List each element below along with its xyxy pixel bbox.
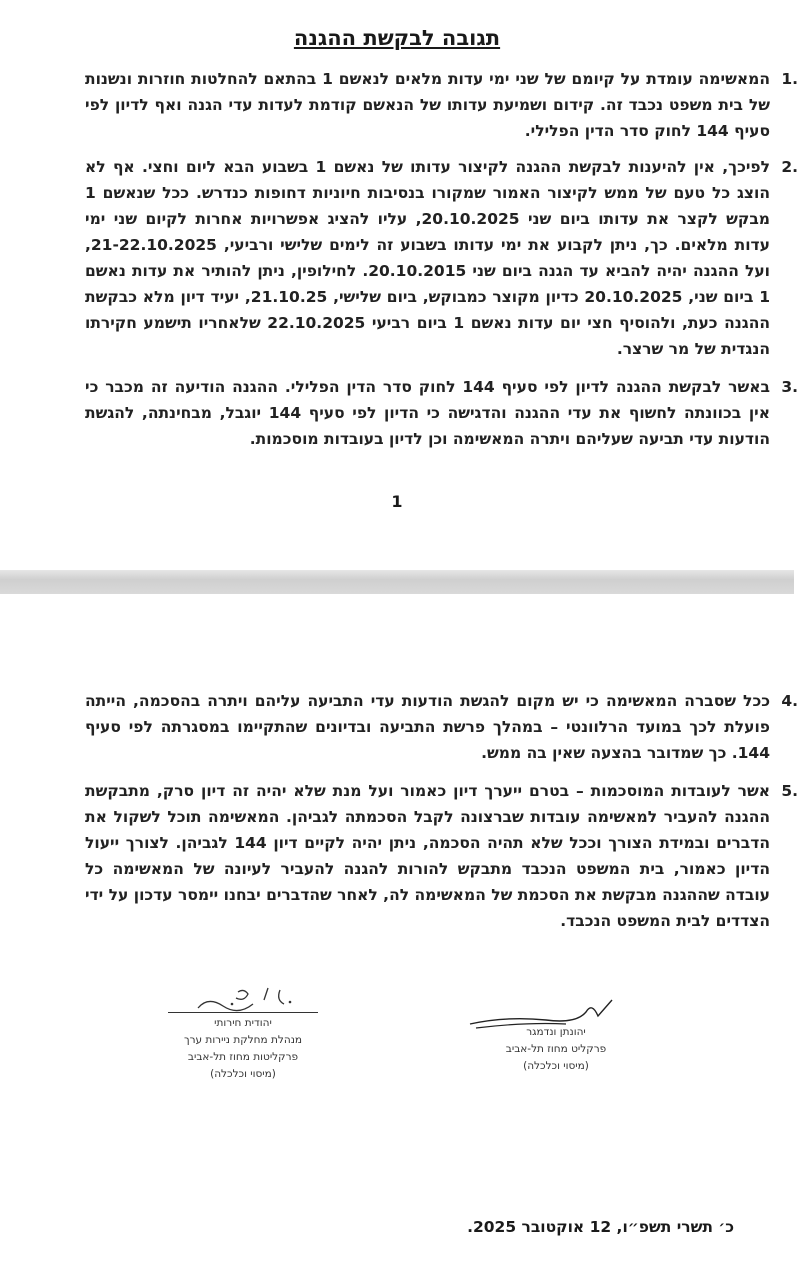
signature-block-right <box>466 1024 646 1075</box>
handwritten-signature-left <box>168 982 318 1012</box>
signer-department: (מיסוי וכלכלה) <box>523 1060 589 1072</box>
paragraph-text: ככל שסברה המאשימה כי יש מקום להגשת הודעות עדי התביעה עליהם ויתרה בהסכמה, הייתה פועלת לכך במועד הרלוונטי – במהלך פרשת התביעה ובדיונים שהתקיימו במסגרתה לפי סעיף 144. כך שמדובר בהצעה שאין בה ממש. <box>85 692 770 762</box>
signature-block-left <box>168 1012 318 1083</box>
paragraph-4 <box>85 688 798 766</box>
signer-role: מנהלת מחלקת ניירות ערך <box>183 1034 303 1046</box>
paragraph-5 <box>85 778 798 934</box>
paragraph-text: באשר לבקשת ההגנה לדיון לפי סעיף 144 לחוק סדר הדין הפלילי. ההגנה הודיעה זה מכבר כי אין בכוונתה לחשוף את עדי ההגנה והדגישה כי הדיון לפי סעיף 144 יוגבל, מבחינתה, להגשת הודעות עדי תביעה שעליהם ויתרה המאשימה וכן לדיון בעובדות מוסכמות. <box>85 378 770 448</box>
signer-name: יהונתן ונדמגר <box>526 1026 586 1038</box>
paragraph-3 <box>85 374 798 452</box>
paragraph-number: 2. <box>781 158 798 176</box>
handwritten-signature-right <box>466 994 646 1034</box>
paragraph-1 <box>85 66 798 144</box>
signer-department: (מיסוי וכלכלה) <box>210 1068 276 1080</box>
paragraph-number: 1. <box>781 70 798 88</box>
document-date: כ׳ תשרי תשפ״ו, 12 אוקטובר 2025. <box>467 1218 734 1236</box>
signer-office: פרקליטות מחוז תל-אביב <box>187 1051 299 1063</box>
document-page-1 <box>0 0 798 570</box>
signer-role: פרקליט מחוז תל-אביב <box>505 1043 607 1055</box>
signature-line <box>168 1012 318 1013</box>
paragraph-text: לפיכך, אין להיענות לבקשת ההגנה לקיצור עדותו של נאשם 1 בשבוע הבא ליום וחצי. אף לא הוצג כל טעם של ממש לקיצור האמור שמקורו בנסיבות חיוניות דחופות כנדרש. ככל שנאשם 1 מבקש לקצר את עדותו ביום שני 20.10.2025, עליו להציג אפשרויות אחרות לקיום שני ימי עדות מלאים. כך, ניתן לקבוע את ימי עדותו בשבוע זה לימים שלישי ורביעי, 21-22.10.2025, ועל ההגנה יהיה להביא עד הגנה ביום שני 20.10.2015. לחילופין, ניתן להותיר את עדות נאשם 1 ביום שני, 20.10.2025 כדיון מקוצר כמבוקש, ביום שלישי, 21.10.25, יעיד דיון מלא כבקשת ההגנה כעת, ולהוסיף חצי יום עדות נאשם 1 ביום רביעי 22.10.2025 שלאחריו תישמע חקירתו הנגדית של מר שרצר. <box>85 158 771 358</box>
page-separator <box>0 570 794 594</box>
paragraph-text: המאשימה עומדת על קיומם של שני ימי עדות מלאים לנאשם 1 בהתאם להחלטות חוזרות ונשנות של בית משפט נכבד זה. קידום ושמיעת עדותו של הנאשם קודמת לעדות עדי הגנה ואף לדיון לפי סעיף 144 לחוק סדר הדין הפלילי. <box>85 70 770 140</box>
page-number: 1 <box>391 492 403 511</box>
document-title: תגובה לבקשת ההגנה <box>293 26 501 50</box>
paragraph-text: אשר לעובדות המוסכמות – בטרם ייערך דיון כאמור ועל מנת שלא יהיה זה דיון סרק, מתבקשת ההגנה להעביר למאשימה עובדות שברצונה לקבל הסכמתה לגביהן. המאשימה תוכל לשקול את הדברים ובמידת הצורך וככל שלא תהיה הסכמה, ניתן יהיה לקיים דיון 144 לגביהן. לצורך ייעול הדיון כאמור, בית המשפט הנכבד מתבקש להורות להגנה להעביר לעיונה של המאשימה כל עובדה שההגנה מבקשת את הסכמת של המאשימה לה, לאחר שהדברים יבחנו יימסר עדכון על ידי הצדדים לבית המשפט הנכבד. <box>85 782 770 930</box>
document-page-2 <box>0 594 798 1280</box>
paragraph-number: 5. <box>781 782 798 800</box>
paragraph-number: 3. <box>781 378 798 396</box>
paragraph-number: 4. <box>781 692 798 710</box>
signer-name: יהודית חירותי <box>214 1017 272 1029</box>
paragraph-2 <box>85 154 798 362</box>
